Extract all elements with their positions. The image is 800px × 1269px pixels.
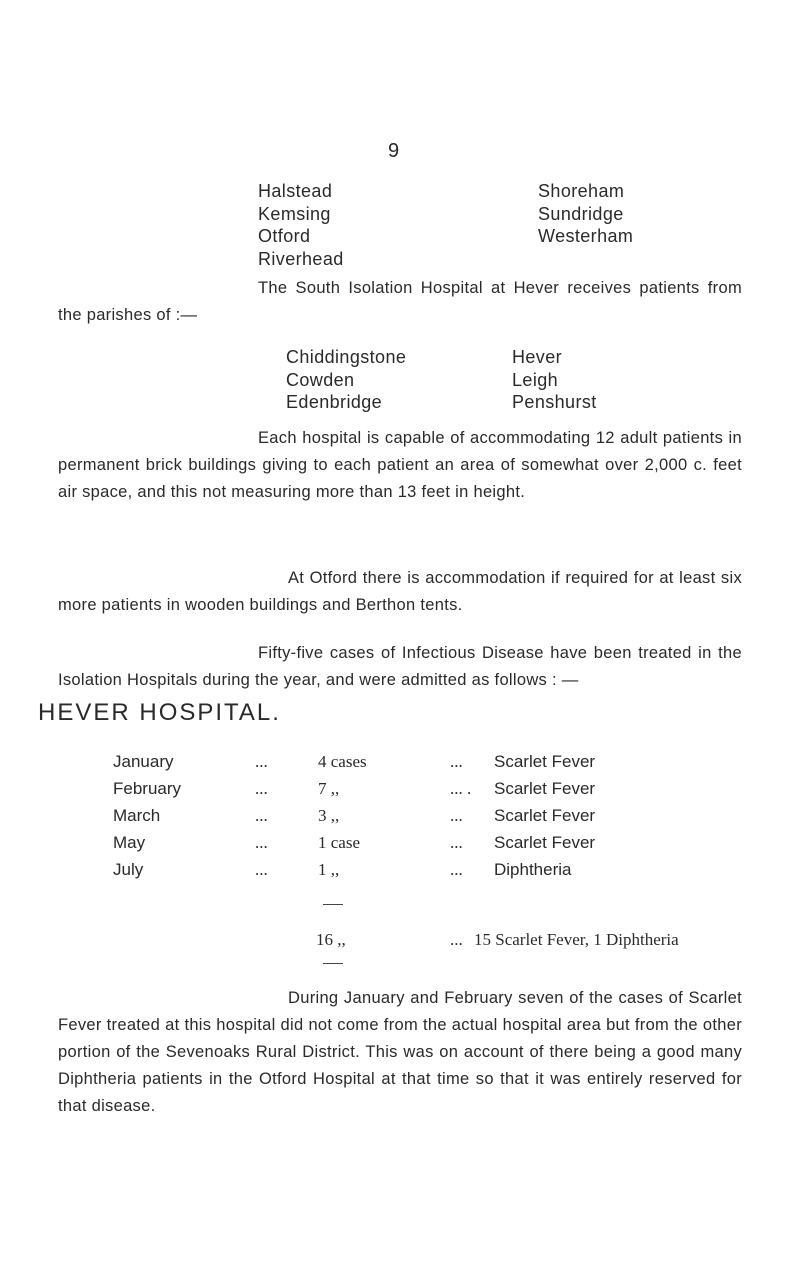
list-item: Hever xyxy=(512,347,563,367)
leader-dots: ... xyxy=(450,806,463,825)
month-cell: March xyxy=(113,806,161,825)
list-item: Otford xyxy=(258,226,311,246)
list-item: Chiddingstone xyxy=(286,347,407,367)
table-row xyxy=(0,860,800,886)
month-cell: May xyxy=(113,833,146,852)
list-item: Edenbridge xyxy=(286,392,383,412)
leader-dots: ... xyxy=(450,930,463,949)
table-row xyxy=(0,806,800,832)
list-item: Shoreham xyxy=(538,181,625,201)
list-item: Penshurst xyxy=(512,392,597,412)
leader-dots: ... xyxy=(255,752,268,771)
month-cell: January xyxy=(113,752,174,771)
cases-cell: 3 ,, xyxy=(318,806,340,825)
north-parishes-left-list xyxy=(258,180,344,270)
south-parishes-right-list xyxy=(512,346,597,414)
total-rule-bottom xyxy=(323,963,343,964)
total-cases: 16 ,, xyxy=(316,930,346,949)
cases-cell: 7 ,, xyxy=(318,779,340,798)
leader-dots: ... xyxy=(450,752,463,771)
south-parishes-left-list xyxy=(286,346,406,414)
fifty-five-paragraph: Fifty-five cases of Infectious Disease have been treated in the Isolation Hospitals during the year, and were admitted as follows : — xyxy=(58,644,742,689)
leader-dots: ... xyxy=(450,860,463,879)
total-summary: 15 Scarlet Fever, 1 Diphtheria xyxy=(474,930,679,949)
disease-cell: Scarlet Fever xyxy=(494,806,596,825)
table-row xyxy=(0,833,800,859)
hever-hospital-heading: HEVER HOSPITAL. xyxy=(38,699,281,726)
month-cell: July xyxy=(113,860,144,879)
list-item: Sundridge xyxy=(538,203,624,224)
total-rule-top xyxy=(323,904,343,905)
page-number: 9 xyxy=(388,140,400,162)
capacity-paragraph: Each hospital is capable of accommodating 12 adult patients in permanent brick buildings giving to each patient an area of somewhat over 2,000 c. feet air space, and this not measuring more than 13 feet in height. xyxy=(58,429,742,501)
leader-dots: ... xyxy=(450,833,463,852)
south-hospital-intro: The South Isolation Hospital at Hever receives patients from the parishes of :— xyxy=(58,279,742,324)
disease-cell: Diphtheria xyxy=(494,860,572,879)
leader-dots: ... xyxy=(255,860,268,879)
leader-dots: ... . xyxy=(450,779,472,798)
list-item: Kemsing xyxy=(258,203,331,224)
leader-dots: ... xyxy=(255,779,268,798)
list-item: Halstead xyxy=(258,181,333,201)
leader-dots: ... xyxy=(255,833,268,852)
list-item: Leigh xyxy=(512,369,559,390)
list-item: Cowden xyxy=(286,369,355,390)
list-item: Riverhead xyxy=(258,248,344,269)
north-parishes-right-list xyxy=(538,180,633,248)
final-paragraph: During January and February seven of the cases of Scarlet Fever treated at this hospital did not come from the actual hospital area but from the other portion of the Sevenoaks Rural District. This was on account of there being a good many Diphtheria patients in the Otford Hospital at that time so that it was entirely reserved for that disease. xyxy=(58,989,742,1115)
disease-cell: Scarlet Fever xyxy=(494,833,596,852)
list-item: Westerham xyxy=(538,226,634,246)
month-cell: February xyxy=(113,779,182,798)
table-row xyxy=(0,779,800,805)
cases-cell: 4 cases xyxy=(318,752,367,771)
table-row xyxy=(0,752,800,778)
otford-paragraph: At Otford there is accommodation if required for at least six more patients in wooden buildings and Berthon tents. xyxy=(58,569,742,614)
disease-cell: Scarlet Fever xyxy=(494,779,596,798)
disease-cell: Scarlet Fever xyxy=(494,752,596,771)
cases-cell: 1 case xyxy=(318,833,361,852)
leader-dots: ... xyxy=(255,806,268,825)
cases-cell: 1 ,, xyxy=(318,860,340,879)
